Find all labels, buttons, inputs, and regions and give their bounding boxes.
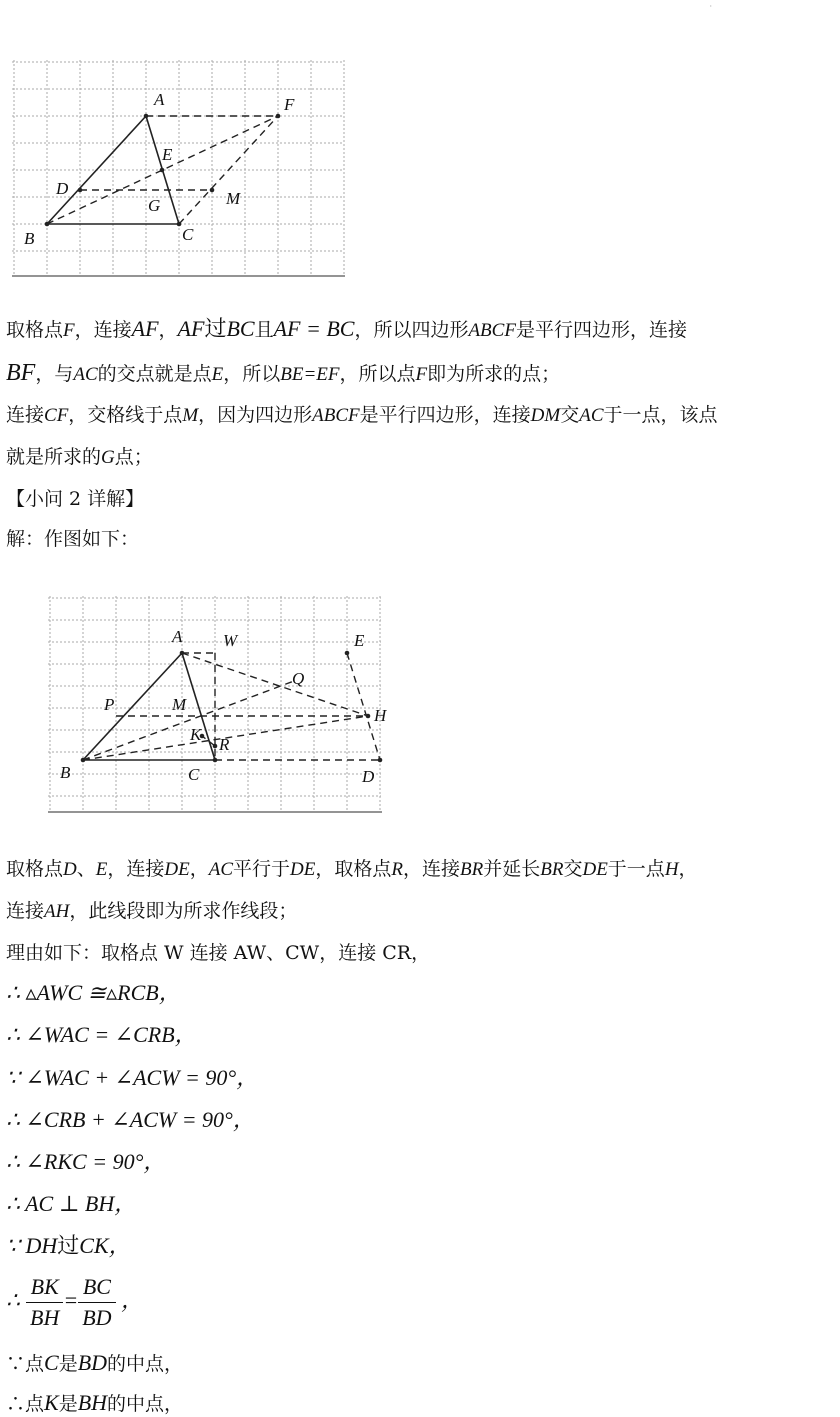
text-seg: 取格点	[6, 319, 64, 341]
text-seg: 点；	[114, 446, 153, 468]
text-seg: 交	[563, 858, 583, 880]
label-A: A	[172, 627, 183, 646]
text-seg: 的交点就是点	[97, 363, 212, 385]
label-B: B	[60, 763, 71, 782]
text-seg: 的中点，	[107, 1393, 184, 1415]
text-seg: ，连接	[402, 858, 460, 880]
text-seg: ，取格点	[315, 858, 392, 880]
text-seg: ，与	[35, 363, 74, 385]
step-2: ∴ ∠WAC = ∠CRB，	[6, 1022, 197, 1047]
label-D: D	[362, 767, 375, 786]
therefore-symbol: ∴	[6, 1287, 20, 1313]
math-DE: DE	[582, 859, 608, 880]
step-1: ∴ ▵AWC ≅▵RCB，	[6, 980, 181, 1005]
figure-1-svg	[12, 60, 346, 280]
step-4: ∴ ∠CRB + ∠ACW = 90°，	[6, 1107, 255, 1132]
text-seg: ，连接	[74, 319, 132, 341]
equals-sign: =	[63, 1287, 79, 1313]
solution-intro: 解：作图如下：	[6, 528, 140, 550]
figure-1-grid-diagram	[12, 60, 346, 280]
math-F: F	[63, 320, 75, 341]
text-seg: ，	[189, 858, 209, 880]
text-seg: 平行于	[233, 858, 291, 880]
label-M: M	[172, 695, 187, 714]
text-seg: 交	[560, 404, 580, 426]
text-seg: 连接	[6, 900, 45, 922]
text-seg: ，所以	[223, 363, 281, 385]
step-3: ∵ ∠WAC + ∠ACW = 90°，	[6, 1065, 259, 1090]
text-seg: ，连接	[107, 858, 165, 880]
text-seg: 、	[76, 858, 96, 880]
label-R: R	[219, 735, 230, 754]
math-D: D	[63, 859, 77, 880]
label-M: M	[226, 189, 241, 208]
math-AF: AF	[177, 316, 205, 341]
paragraph-2-line-2	[6, 444, 153, 471]
figure-2-grid-diagram	[48, 596, 387, 816]
label-H: H	[374, 706, 387, 725]
text-guo: 过	[57, 1234, 80, 1259]
text-guo: 过	[204, 317, 227, 342]
reason-line: 理由如下：取格点 W 连接 AW、CW，连接 CR，	[6, 942, 431, 964]
math-BC: BC	[226, 316, 255, 341]
fraction-bk-bh	[26, 1272, 63, 1333]
math-M: M	[182, 405, 199, 426]
paragraph-3-line-2	[6, 898, 297, 925]
label-G: G	[148, 196, 161, 215]
math-G: G	[101, 447, 115, 468]
comma: ，	[115, 1287, 144, 1313]
text-seg: ，所以四边形	[354, 319, 469, 341]
text-seg: 取格点	[6, 858, 64, 880]
math-DE: DE	[290, 859, 316, 880]
text-seg: 即为所求的点；	[427, 363, 561, 385]
text-seg: 且	[254, 319, 274, 341]
text-seg: 是平行四边形，连接	[515, 319, 687, 341]
text-seg: ，	[158, 319, 178, 341]
paragraph-3-line-1	[6, 856, 698, 883]
math-BF: BF	[6, 360, 36, 386]
math-F: F	[415, 364, 428, 385]
math-AF: AF	[131, 316, 159, 341]
math-BR: BR	[460, 859, 484, 880]
text-seg: ，因为四边形	[198, 404, 313, 426]
step-7	[6, 1233, 131, 1260]
text-seg: 是平行四边形，连接	[359, 404, 531, 426]
label-F: F	[284, 95, 295, 114]
step-10	[6, 1390, 183, 1417]
math-DE: DE	[164, 859, 190, 880]
label-W: W	[223, 631, 238, 650]
step-9	[6, 1350, 183, 1377]
text-seg: ，	[678, 858, 698, 880]
math-seg: ∵ DH	[6, 1233, 58, 1258]
text-seg: ∴点	[6, 1393, 45, 1415]
label-A: A	[154, 90, 165, 109]
label-Q: Q	[292, 669, 305, 688]
math-K: K	[44, 1390, 59, 1415]
math-BH: BH	[77, 1390, 108, 1415]
label-E: E	[354, 631, 365, 650]
label-P: P	[104, 695, 115, 714]
numerator: BK	[26, 1272, 63, 1303]
paragraph-2-line-1	[6, 402, 718, 429]
text-seg: 是	[58, 1353, 78, 1375]
label-C: C	[182, 225, 194, 244]
figure-2-svg	[48, 596, 387, 816]
math-BD: BD	[77, 1350, 108, 1375]
math-DM: DM	[530, 405, 561, 426]
paragraph-1-line-2	[6, 360, 560, 388]
text-seg: ∵点	[6, 1353, 45, 1375]
text-seg: 于一点，该点	[603, 404, 718, 426]
fraction-bc-bd	[78, 1272, 115, 1333]
label-B: B	[24, 229, 35, 248]
text-seg: 就是所求的	[6, 446, 102, 468]
text-seg: ，所以点	[339, 363, 416, 385]
denominator: BH	[30, 1305, 60, 1330]
math-ABCF: ABCF	[468, 320, 516, 341]
step-8-fraction	[6, 1272, 143, 1333]
label-D: D	[56, 179, 69, 198]
denominator: BD	[82, 1305, 112, 1330]
math-CF: CF	[44, 405, 69, 426]
stray-dot: ·	[709, 2, 712, 11]
text-seg: 连接	[6, 404, 45, 426]
math-R: R	[391, 859, 403, 880]
math-AH: AH	[44, 901, 70, 922]
section-heading: 【小问 2 详解】	[6, 488, 145, 510]
text-seg: 的中点，	[107, 1353, 184, 1375]
step-6: ∴ AC ⊥ BH，	[6, 1191, 137, 1216]
math-ABCF: ABCF	[312, 405, 360, 426]
math-AC: AC	[208, 859, 234, 880]
text-seg: 并延长	[483, 858, 541, 880]
step-5: ∴ ∠RKC = 90°，	[6, 1149, 166, 1174]
text-seg: ，此线段即为所求作线段；	[69, 900, 298, 922]
math-AF-eq-BC: AF = BC	[273, 316, 355, 341]
math-C: C	[44, 1350, 59, 1375]
math-BE-EF: BE=EF	[280, 364, 340, 385]
math-seg: CK，	[79, 1233, 131, 1258]
text-seg: ，交格线于点	[68, 404, 183, 426]
text-seg: 是	[58, 1393, 78, 1415]
math-H: H	[664, 859, 679, 880]
math-BR: BR	[540, 859, 564, 880]
math-AC: AC	[73, 364, 98, 385]
label-E: E	[162, 145, 173, 164]
math-AC: AC	[579, 405, 604, 426]
label-K: K	[190, 725, 202, 744]
numerator: BC	[78, 1272, 115, 1303]
label-C: C	[188, 765, 200, 784]
text-seg: 于一点	[607, 858, 665, 880]
math-E: E	[211, 364, 224, 385]
paragraph-1-line-1	[6, 316, 687, 344]
math-E: E	[95, 859, 108, 880]
